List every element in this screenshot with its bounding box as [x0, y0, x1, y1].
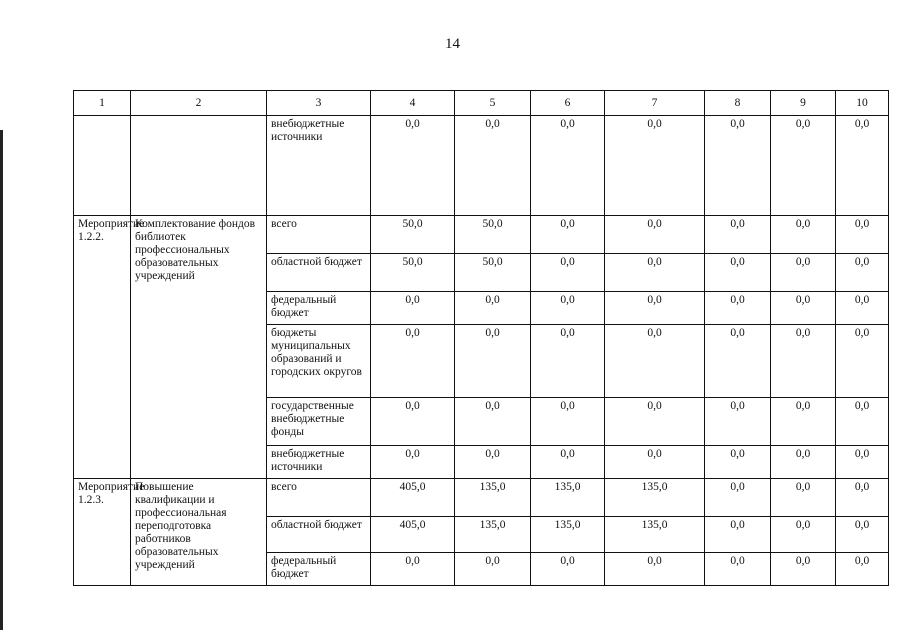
empty-cell [131, 116, 267, 216]
value-cell: 0,0 [771, 116, 836, 216]
funding-source: областной бюджет [267, 254, 371, 292]
value-cell: 0,0 [705, 216, 771, 254]
value-cell: 0,0 [771, 398, 836, 446]
value-cell: 0,0 [605, 446, 705, 479]
value-cell: 0,0 [605, 553, 705, 586]
value-cell: 135,0 [531, 479, 605, 517]
value-cell: 0,0 [605, 398, 705, 446]
funding-source: федеральный бюджет [267, 553, 371, 586]
value-cell: 0,0 [705, 292, 771, 325]
value-cell: 50,0 [455, 216, 531, 254]
col-header: 8 [705, 91, 771, 116]
value-cell: 0,0 [371, 446, 455, 479]
value-cell: 0,0 [605, 116, 705, 216]
value-cell: 0,0 [771, 325, 836, 398]
value-cell: 0,0 [836, 325, 889, 398]
header-row [74, 91, 889, 116]
value-cell: 0,0 [371, 325, 455, 398]
col-header: 2 [131, 91, 267, 116]
value-cell: 0,0 [531, 398, 605, 446]
value-cell: 0,0 [371, 398, 455, 446]
value-cell: 0,0 [371, 292, 455, 325]
empty-cell [74, 116, 131, 216]
table-row [74, 479, 889, 517]
value-cell: 135,0 [605, 517, 705, 553]
value-cell: 50,0 [455, 254, 531, 292]
col-header: 4 [371, 91, 455, 116]
value-cell: 135,0 [531, 517, 605, 553]
value-cell: 135,0 [455, 517, 531, 553]
value-cell: 0,0 [455, 116, 531, 216]
value-cell: 0,0 [605, 325, 705, 398]
funding-source: государственные внебюджетные фонды [267, 398, 371, 446]
value-cell: 0,0 [705, 553, 771, 586]
measure-code: Мероприятие 1.2.3. [74, 479, 131, 586]
value-cell: 135,0 [455, 479, 531, 517]
col-header: 6 [531, 91, 605, 116]
funding-source: федеральный бюджет [267, 292, 371, 325]
funding-source: областной бюджет [267, 517, 371, 553]
value-cell: 0,0 [836, 479, 889, 517]
value-cell: 0,0 [836, 116, 889, 216]
value-cell: 50,0 [371, 254, 455, 292]
col-header: 7 [605, 91, 705, 116]
value-cell: 0,0 [836, 553, 889, 586]
value-cell: 0,0 [531, 254, 605, 292]
value-cell: 0,0 [771, 292, 836, 325]
page-number: 14 [445, 36, 460, 52]
value-cell: 0,0 [531, 325, 605, 398]
value-cell: 0,0 [705, 446, 771, 479]
value-cell: 0,0 [605, 254, 705, 292]
col-header: 9 [771, 91, 836, 116]
col-header: 5 [455, 91, 531, 116]
value-cell: 0,0 [771, 254, 836, 292]
value-cell: 0,0 [531, 446, 605, 479]
value-cell: 0,0 [371, 553, 455, 586]
binding-edge-mark [0, 130, 3, 630]
value-cell: 0,0 [531, 553, 605, 586]
value-cell: 0,0 [836, 292, 889, 325]
value-cell: 0,0 [705, 479, 771, 517]
value-cell: 135,0 [605, 479, 705, 517]
value-cell: 0,0 [455, 553, 531, 586]
value-cell: 0,0 [705, 398, 771, 446]
measure-name: Комплектование фондов библиотек профессиональных образовательных учреждений [131, 216, 267, 479]
value-cell: 0,0 [836, 517, 889, 553]
value-cell: 0,0 [455, 446, 531, 479]
table-row [74, 116, 889, 216]
value-cell: 405,0 [371, 517, 455, 553]
value-cell: 0,0 [605, 216, 705, 254]
table-row [74, 216, 889, 254]
value-cell: 0,0 [771, 479, 836, 517]
value-cell: 405,0 [371, 479, 455, 517]
value-cell: 0,0 [531, 292, 605, 325]
value-cell: 0,0 [705, 325, 771, 398]
value-cell: 0,0 [705, 254, 771, 292]
value-cell: 0,0 [836, 254, 889, 292]
measure-name: Повышение квалификации и профессиональная переподготовка работников образовательных учреждений [131, 479, 267, 586]
value-cell: 0,0 [455, 398, 531, 446]
value-cell: 0,0 [705, 116, 771, 216]
value-cell: 0,0 [771, 553, 836, 586]
budget-table [73, 90, 889, 586]
value-cell: 0,0 [605, 292, 705, 325]
value-cell: 0,0 [531, 116, 605, 216]
value-cell: 0,0 [455, 325, 531, 398]
funding-source: внебюджетные источники [267, 116, 371, 216]
value-cell: 0,0 [371, 116, 455, 216]
col-header: 3 [267, 91, 371, 116]
measure-code: Мероприятие 1.2.2. [74, 216, 131, 479]
value-cell: 0,0 [531, 216, 605, 254]
value-cell: 0,0 [705, 517, 771, 553]
funding-source: внебюджетные источники [267, 446, 371, 479]
funding-source: всего [267, 216, 371, 254]
value-cell: 0,0 [771, 517, 836, 553]
value-cell: 0,0 [771, 216, 836, 254]
value-cell: 0,0 [836, 216, 889, 254]
value-cell: 0,0 [771, 446, 836, 479]
value-cell: 50,0 [371, 216, 455, 254]
value-cell: 0,0 [836, 446, 889, 479]
col-header: 10 [836, 91, 889, 116]
funding-source: всего [267, 479, 371, 517]
value-cell: 0,0 [836, 398, 889, 446]
col-header: 1 [74, 91, 131, 116]
funding-source: бюджеты муниципальных образований и городских округов [267, 325, 371, 398]
value-cell: 0,0 [455, 292, 531, 325]
